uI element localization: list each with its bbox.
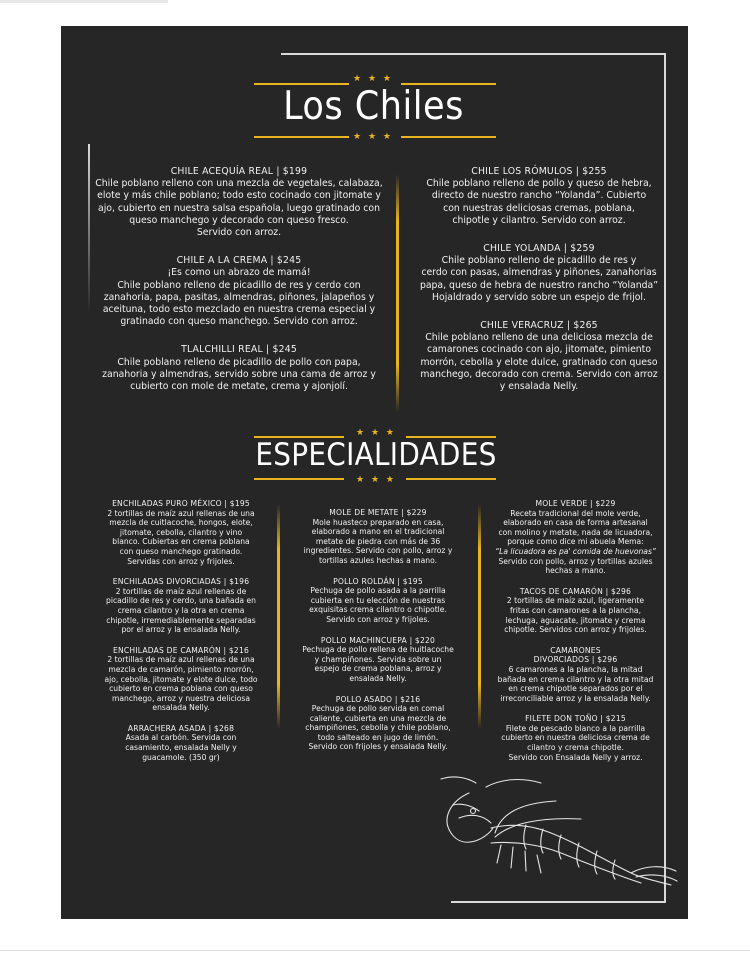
item-description: Pechuga de pollo servida en comal caliente, cubierta en una mezcla de champiñones, cebolla y chile poblano, todo salteado en jugo de limón. Servido con frijoles y ensalada Nelly. xyxy=(305,704,451,752)
item-name: CHILE LOS RÓMULOS | $255 xyxy=(471,166,607,177)
item-name: MOLE DE METATE | $229 xyxy=(329,508,427,517)
stars-decoration-bottom: ★ ★ ★ xyxy=(353,132,393,142)
menu-item xyxy=(86,577,276,635)
gold-rule-bottom-left xyxy=(254,136,349,138)
item-name: ENCHILADAS DE CAMARÓN | $216 xyxy=(112,645,250,655)
stars-decoration-esp-top: ★ ★ ★ xyxy=(356,428,396,438)
menu-item xyxy=(409,320,669,393)
menu-item xyxy=(483,646,668,704)
gold-vertical-divider-left xyxy=(277,504,280,729)
title-los-chiles: Los Chiles xyxy=(283,84,464,129)
title-especialidades: ESPECIALIDADES xyxy=(255,437,497,473)
menu-item xyxy=(283,508,473,566)
item-name: FILETE DON TOÑO | $215 xyxy=(525,714,626,724)
menu-item xyxy=(483,587,668,635)
menu-page xyxy=(61,26,688,919)
item-name: CHILE YOLANDA | $259 xyxy=(483,243,595,255)
menu-item xyxy=(86,724,276,762)
item-description: Chile poblano relleno de pollo y queso de hebra, directo de nuestro rancho “Yolanda”. Cubierto con nuestras deliciosas cremas, poblana, chipotle y cilantro. Servido con arroz. xyxy=(426,178,652,226)
menu-item xyxy=(483,714,668,762)
menu-item xyxy=(89,255,389,328)
menu-item xyxy=(86,646,276,713)
item-description: Filete de pescado blanco a la parrilla cubierto en nuestra deliciosa crema de cilantro y crema chipotle. Servido con Ensalada Nelly y arroz. xyxy=(501,723,650,762)
item-name: ENCHILADAS PURO MÉXICO | $195 xyxy=(112,499,250,508)
menu-item xyxy=(409,166,669,227)
menu-item xyxy=(86,499,276,566)
item-description: Asada al carbón. Servida con casamiento, ensalada Nelly y guacamole. (350 gr) xyxy=(125,733,237,762)
especialidades-right-column xyxy=(483,499,668,773)
item-description: Pechuga de pollo asada a la parrilla cubierta en tu elección de nuestras exquisitas crema cilantro o chipotle. Servido con arroz y frijoles. xyxy=(309,586,447,624)
gold-vertical-divider-right xyxy=(478,504,481,729)
item-description: 2 tortillas de maíz azul rellenas de picadillo de res y cerdo, una bañada en crema cilantro y la otra en crema chipotle, irremediablemente separadas por el arroz y la ensalada Nelly. xyxy=(106,586,256,635)
item-name: CAMARONES DIVORCIADOS | $296 xyxy=(533,645,618,665)
menu-item xyxy=(89,166,389,239)
item-description: Chile poblano relleno con una mezcla de vegetales, calabaza, elote y más chile poblano; todo esto cocinado con jitomate y ajo, cubierto en nuestra salsa española, luego gratinado con queso manchego y decorado con queso fresco. Servido con arroz. xyxy=(95,178,383,239)
menu-item xyxy=(283,577,473,625)
especialidades-left-column xyxy=(86,499,276,773)
item-quote: “La licuadora es pa' comida de huevonas” xyxy=(495,546,656,556)
item-name: ARRACHERA ASADA | $268 xyxy=(127,723,235,733)
gold-vertical-divider xyxy=(396,174,399,412)
item-description: Servido con pollo, arroz y tortillas azules hechas a mano. xyxy=(498,556,653,576)
item-name: CHILE VERACRUZ | $265 xyxy=(480,320,598,332)
menu-item xyxy=(89,344,389,393)
item-name: POLLO ROLDÁN | $195 xyxy=(333,576,423,586)
especialidades-middle-column xyxy=(283,508,473,763)
gold-rule-esp-bottom-right xyxy=(406,478,496,480)
frame-border-bottom xyxy=(451,901,666,903)
item-description: 2 tortillas de maíz azul rellenas de una mezcla de camarón, pimiento morrón, ajo, cebolla, jitomate y elote dulce, todo cubierto en crema poblana con queso manchego, arroz y nuestra deliciosa ensalada Nelly. xyxy=(104,655,258,713)
chiles-left-column xyxy=(89,166,389,409)
menu-item xyxy=(483,499,668,576)
item-description: 2 tortillas de maíz azul, ligeramente fritas con camarones a la plancha, lechuga, aguacate, jitomate y crema chipotle. Servidos con arroz y frijoles. xyxy=(504,596,647,635)
menu-item xyxy=(409,243,669,304)
item-description: Receta tradicional del mole verde, elaborado en casa de forma artesanal con molino y metate, nada de licuadora, porque como dice mi abuela Mema: xyxy=(498,508,653,547)
stars-decoration-esp-bottom: ★ ★ ★ xyxy=(356,475,396,485)
menu-item xyxy=(283,695,473,753)
item-name: POLLO MACHINCUEPA | $220 xyxy=(320,635,436,645)
menu-item xyxy=(283,636,473,684)
item-name: CHILE ACEQUÍA REAL | $199 xyxy=(170,166,308,177)
item-description: Chile poblano relleno de una deliciosa mezcla de camarones cocinado con ajo, jitomate, pimiento morrón, cebolla y elote dulce, gratinado con queso manchego, decorado con crema. Servido con arroz y ensalada Nelly. xyxy=(420,332,658,393)
chiles-right-column xyxy=(409,166,669,409)
item-name: TACOS DE CAMARÓN | $296 xyxy=(519,586,632,596)
gold-rule-bottom-right xyxy=(401,136,496,138)
gold-rule-esp-bottom-left xyxy=(254,478,344,480)
item-name: ENCHILADAS DIVORCIADAS | $196 xyxy=(112,577,250,587)
item-name: CHILE A LA CREMA | $245 xyxy=(176,255,302,267)
shrimp-illustration xyxy=(431,773,681,893)
item-description: Mole huasteco preparado en casa, elaborado a mano en el tradicional metate de piedra con más de 36 ingredientes. Servido con pollo, arroz y tortillas azules hechas a mano. xyxy=(303,517,453,565)
page-bottom-edge xyxy=(0,950,750,951)
item-name: POLLO ASADO | $216 xyxy=(335,694,421,704)
item-description: Chile poblano relleno de picadillo de res y cerdo con pasas, almendras y piñones, zanahorias papa, queso de hebra de nuestro rancho “Yolanda” Hojaldrado y servido sobre un espejo de frijol. xyxy=(419,255,659,303)
item-description: ¡Es como un abrazo de mamá! Chile poblano relleno de picadillo de res y cerdo con zanahoria, papa, pasitas, almendras, piñones, jalapeños y aceituna, todo esto mezclado en nuestra crema especial y gratinado con queso manchego. Servido con arroz. xyxy=(102,267,376,328)
item-name: TLALCHILLI REAL | $245 xyxy=(181,344,297,356)
item-name: MOLE VERDE | $229 xyxy=(535,499,616,508)
item-description: 2 tortillas de maíz azul rellenas de una mezcla de cuitlacoche, hongos, elote, jitomate, cebolla, cilantro y vino blanco. Cubiertas en crema poblana con queso manchego gratinado. Servidas con arroz y frijoles. xyxy=(107,508,255,566)
top-scroll-indicator xyxy=(0,0,168,3)
stars-decoration-top: ★ ★ ★ xyxy=(353,74,393,84)
item-description: 6 camarones a la plancha, la mitad bañada en crema cilantro y la otra mitad en crema chipotle separados por el irreconciliable arroz y la ensalada Nelly. xyxy=(497,664,654,703)
item-description: Chile poblano relleno de picadillo de pollo con papa, zanahoria y almendras, servido sobre una cama de arroz y cubierto con mole de metate, crema y ajonjolí. xyxy=(102,356,376,393)
item-description: Pechuga de pollo rellena de huitlacoche y champiñones. Servida sobre un espejo de crema poblana, arroz y ensalada Nelly. xyxy=(302,645,454,683)
frame-border-top xyxy=(281,53,666,55)
